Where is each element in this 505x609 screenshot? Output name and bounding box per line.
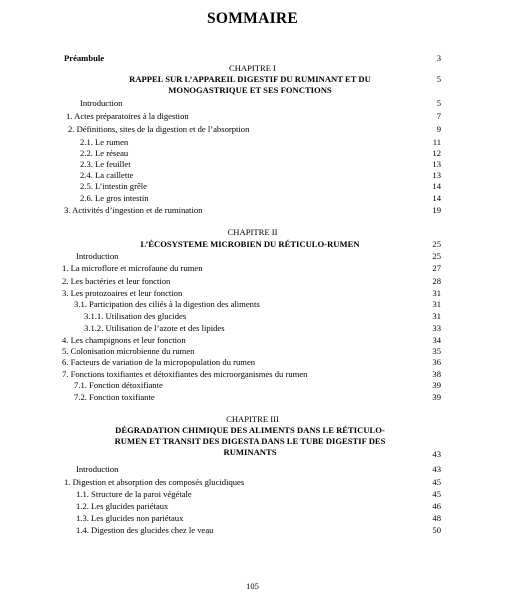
page-title: SOMMAIRE [206,10,299,27]
toc-page: 50 [432,525,441,535]
toc-entry: 2.6. Le gros intestin [80,193,149,203]
toc-entry: 1.3. Les glucides non pariétaux [76,513,184,523]
toc-page: 33 [432,323,441,333]
chapter-3-title-line-2: RUMEN ET TRANSIT DES DIGESTA DANS LE TUBE DIGESTIF DES [114,436,386,446]
toc-page: 46 [432,501,441,511]
chapter-3-label: CHAPITRE III [226,414,279,424]
toc-page: 28 [432,276,441,286]
chapter-2-label: CHAPITRE II [227,227,278,237]
toc-entry: 3.1. Participation des ciliés à la digestion des aliments [74,299,260,309]
toc-page: 14 [432,193,441,203]
toc-page: 36 [432,357,441,367]
toc-entry: 2.5. L’intestin grêle [80,181,147,191]
toc-page: 14 [432,181,441,191]
toc-page: 31 [432,299,441,309]
preambule-label: Préambule [64,53,105,63]
toc-page: 43 [432,464,441,474]
toc-page: 13 [432,170,441,180]
chapter-1-title-line-2: MONOGASTRIQUE ET SES FONCTIONS [168,85,332,95]
toc-page: 35 [432,346,441,356]
toc-page: 48 [432,513,441,523]
toc-entry: Introduction [76,251,119,261]
chapter-3-page: 43 [432,449,441,459]
toc-entry: 1. Digestion et absorption des composés glucidiques [64,477,245,487]
toc-entry: 7.1. Fonction détoxifiante [74,380,163,390]
toc-entry: 4. Les champignons et leur fonction [62,335,186,345]
toc-page: 27 [432,263,441,273]
toc-entry: Introduction [80,98,123,108]
toc-entry: 7. Fonctions toxifiantes et détoxifiantes des microorganismes du rumen [62,369,308,379]
toc-page: 13 [432,159,441,169]
toc-page: 39 [432,392,441,402]
toc-entry: 7.2. Fonction toxifiante [74,392,155,402]
toc-page: 5 [436,98,441,108]
toc-entry: 2.1. Le rumen [80,137,129,147]
preambule-page: 3 [436,53,441,63]
toc-page: 31 [432,288,441,298]
toc-entry: 2.4. La caillette [80,170,134,180]
toc-page: 38 [432,369,441,379]
chapter-1-page: 5 [436,74,441,84]
toc-entry: 3. Les protozoaires et leur fonction [62,288,183,298]
toc-page: 25 [432,251,441,261]
toc-entry: 2. Définitions, sites de la digestion et de l’absorption [68,124,250,134]
toc-entry: 3. Activités d’ingestion et de rumination [64,205,203,215]
toc-entry: 2. Les bactéries et leur fonction [62,276,171,286]
toc-page: 31 [432,311,441,321]
chapter-1-title-line-1: RAPPEL SUR L’APPAREIL DIGESTIF DU RUMINANT ET DU [129,74,371,84]
toc-page: 9 [436,124,441,134]
toc-page: 19 [432,205,441,215]
toc-page: 45 [432,477,441,487]
chapter-1-label: CHAPITRE I [228,63,277,73]
toc-entry: 3.1.2. Utilisation de l’azote et des lipides [84,323,225,333]
toc-page: 7 [436,111,441,121]
toc-entry: 5. Colonisation microbienne du rumen [62,346,195,356]
toc-entry: 3.1.1. Utilisation des glucides [84,311,187,321]
toc-entry: Introduction [76,464,119,474]
toc-entry: 1.2. Les glucides pariétaux [76,501,169,511]
page-number: 105 [246,581,259,591]
chapter-3-title-line-3: RUMINANTS [223,447,277,457]
toc-entry: 1.1. Structure de la paroi végétale [76,489,192,499]
toc-entry: 6. Facteurs de variation de la micropopulation du rumen [62,357,256,367]
toc-entry: 1. La microflore et microfaune du rumen [62,263,203,273]
toc-entry: 1. Actes préparatoires à la digestion [66,111,189,121]
chapter-3-title-line-1: DÉGRADATION CHIMIQUE DES ALIMENTS DANS LE RÉTICULO- [115,425,385,435]
toc-entry: 1.4. Digestion des glucides chez le veau [76,525,214,535]
toc-entry: 2.3. Le feuillet [80,159,131,169]
toc-page: 12 [432,148,441,158]
toc-page: 34 [432,335,441,345]
toc-entry: 2.2. Le réseau [80,148,129,158]
toc-page: 11 [432,137,441,147]
toc-page: 39 [432,380,441,390]
chapter-2-title: L’ÉCOSYSTEME MICROBIEN DU RÉTICULO-RUMEN [140,239,360,249]
toc-page: 45 [432,489,441,499]
chapter-2-page: 25 [432,239,441,249]
